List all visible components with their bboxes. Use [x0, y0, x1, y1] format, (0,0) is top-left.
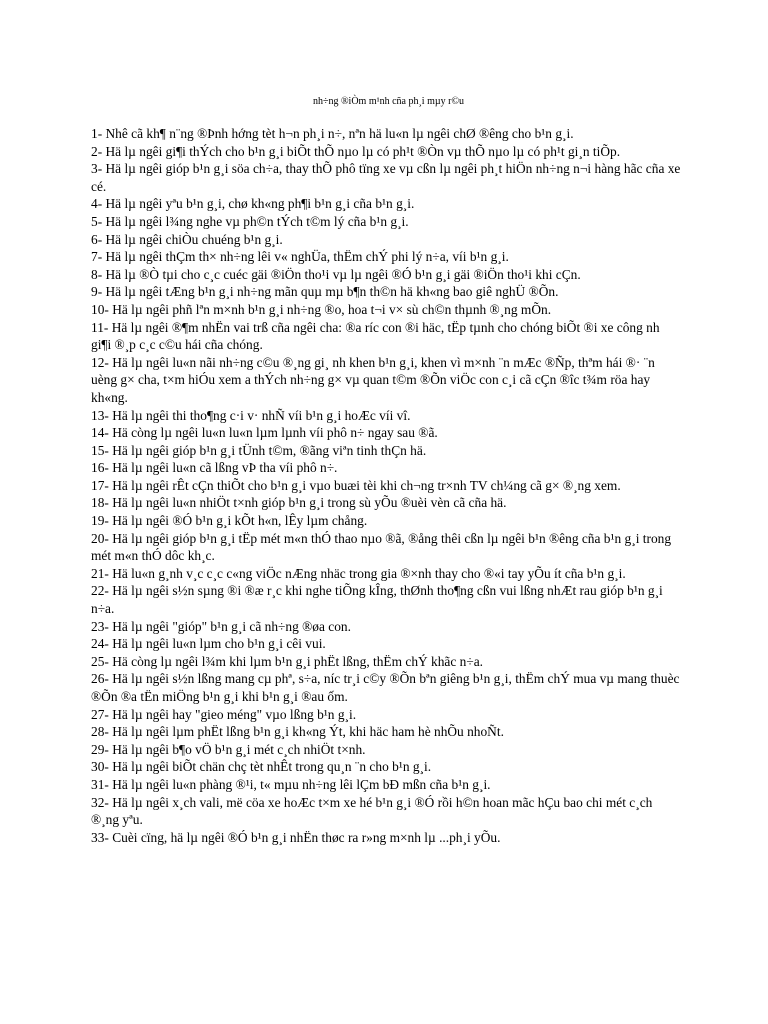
list-item: 15- Hä lµ ngêi gióp b¹n g¸i tÜnh t©m, ®ãng viªn tinh thÇn hä. — [91, 442, 427, 458]
list-item: 1- Nhê cã kh¶ n¨ng ®Þnh hớng tèt h¬n ph¸i n÷, nªn hä lu«n lµ ngêi chØ ®êng cho b¹n g¸i. — [91, 126, 574, 141]
list-item: 12- Hä lµ ngêi lu«n nãi nh÷ng c©u ®¸ng gi¸ nh khen b¹n g¸i, khen vì m×nh ¨n mÆc ®Ñp, thªm hái ®· ¨n uèng g× cha, t×m hiÓu xem a thÝch nh÷ng g× vµ quan t©m ®Õn viÖc con c¸i cã cÇn ®îc t¾m röa hay kh«ng. — [91, 354, 655, 405]
list-item: 32- Hä lµ ngêi x¸ch vali, më cöa xe hoÆc t×m xe hé b¹n g¸i ®Ó rồi h©n hoan mãc hÇu bao chi mét c¸ch ®¸ng yªu. — [91, 794, 653, 828]
list-item: 25- Hä còng lµ ngêi l¾m khi lµm b¹n g¸i phËt lßng, thËm chÝ khãc n÷a. — [91, 653, 483, 669]
list-item: 21- Hä lu«n g¸nh v¸c c¸c c«ng viÖc nÆng nhäc trong gia ®×nh thay cho ®«i tay yÕu ít cña b¹n g¸i. — [91, 565, 626, 581]
list-item: 31- Hä lµ ngêi lu«n phàng ®¹i, t« mµu nh÷ng lêi lÇm bÐ mßn cña b¹n g¸i. — [91, 776, 491, 792]
list-item: 4- Hä lµ ngêi yªu b¹n g¸i, chø kh«ng ph¶i b¹n g¸i cña b¹n g¸i. — [91, 196, 415, 212]
list-item: 13- Hä lµ ngêi thi tho¶ng c·i v· nhÑ víi b¹n g¸i hoÆc víi vî. — [91, 407, 411, 423]
list-item: 2- Hä lµ ngêi gi¶i thÝch cho b¹n g¸i biÕt thÕ nµo lµ có ph¹t ®Òn vµ thÕ nµo lµ có ph¹t gi¸n tiÕp. — [91, 143, 621, 159]
list-item: 19- Hä lµ ngêi ®Ó b¹n g¸i kÕt h«n, lÊy lµm chång. — [91, 513, 368, 529]
list-item: 9- Hä lµ ngêi tÆng b¹n g¸i nh÷ng mãn quµ mµ b¶n th©n hä kh«ng bao giê nghÜ ®Õn. — [91, 284, 559, 300]
list-item: 3- Hä lµ ngêi gióp b¹n g¸i söa ch÷a, thay thÕ phô tïng xe vµ cßn lµ ngêi ph¸t hiÖn nh÷ng n¬i hàng hãc cña xe cé. — [91, 161, 681, 194]
list-item: 10- Hä lµ ngêi phñ lªn m×nh b¹n g¸i nh÷ng ®o, hoa t¬i v× sù ch©n thµnh ®¸ng mÕn. — [91, 301, 552, 317]
list-item: 33- Cuèi cïng, hä lµ ngêi ®Ó b¹n g¸i nhËn thøc ra r»ng m×nh lµ ...ph¸i yÕu. — [91, 829, 501, 845]
list-item: 11- Hä lµ ngêi ®¶m nhËn vai trß cña ngêi cha: ®a ríc con ®i häc, tËp tµnh cho chóng biÕt ®i xe công nh gi¶i ®¸p c¸c c©u hái cña chóng. — [91, 319, 660, 353]
list-item: 26- Hä lµ ngêi s½n lßng mang cµ phª, s÷a, níc tr¸i c©y ®Õn bªn giêng b¹n g¸i, thËm chÝ mua vµ mang thuèc ®Õn ®a tËn miÖng b¹n g¸i khi b¹n g¸i ®au ốm. — [91, 671, 680, 704]
document-title: nh÷ng ®iÒm m¹nh cña ph¸i mµy r©u — [312, 96, 465, 107]
list-item: 29- Hä lµ ngêi b¶o vÖ b¹n g¸i mét c¸ch nhiÖt t×nh. — [91, 741, 366, 757]
list-item: 16- Hä lµ ngêi lu«n cã lßng vÞ tha víi phô n÷. — [91, 460, 338, 476]
list-item: 30- Hä lµ ngêi biÕt chän chç tèt nhÊt trong qu¸n ¨n cho b¹n g¸i. — [91, 759, 432, 775]
list-item: 20- Hä lµ ngêi gióp b¹n g¸i tËp mét m«n thÓ thao nµo ®ã, ®ång thêi cßn lµ ngêi b¹n ®êng cña b¹n g¸i trong mét m«n thÓ dôc kh¸c. — [91, 530, 672, 564]
list-item: 27- Hä lµ ngêi hay "gieo méng" vµo lßng b¹n g¸i. — [91, 706, 357, 722]
list-item: 28- Hä lµ ngêi lµm phËt lßng b¹n g¸i kh«ng Ýt, khi häc ham hè nhÕu nhoÑt. — [91, 724, 504, 740]
list-item: 14- Hä còng lµ ngêi lu«n lu«n lµm lµnh víi phô n÷ ngay sau ®ã. — [91, 425, 438, 441]
list-item: 5- Hä lµ ngêi l¾ng nghe vµ ph©n tÝch t©m lý cña b¹n g¸i. — [91, 213, 409, 229]
list-item: 8- Hä lµ ®Ò tµi cho c¸c cuéc gäi ®iÖn tho¹i vµ lµ ngêi ®Ó b¹n g¸i gäi ®iÖn tho¹i khi cÇn. — [91, 266, 581, 282]
list-item: 23- Hä lµ ngêi "gióp" b¹n g¸i cã nh÷ng ®øa con. — [91, 618, 351, 634]
list-item: 17- Hä lµ ngêi rÊt cÇn thiÕt cho b¹n g¸i vµo buæi tèi khi ch¬ng tr×nh TV ch¼ng cã g× ®¸ng xem. — [91, 477, 621, 493]
strengths-list — [91, 125, 682, 846]
list-item: 18- Hä lµ ngêi lu«n nhiÖt t×nh gióp b¹n g¸i trong sù yÕu ®uèi vèn cã cña hä. — [91, 495, 507, 511]
list-item: 24- Hä lµ ngêi lu«n lµm cho b¹n g¸i cêi vui. — [91, 636, 326, 652]
list-item: 22- Hä lµ ngêi s½n sµng ®i ®æ r¸c khi nghe tiÕng kÎng, thØnh tho¶ng cßn vui lßng nhÆt rau gióp b¹n g¸i n÷a. — [91, 583, 663, 617]
list-item: 7- Hä lµ ngêi thÇm th× nh÷ng lêi v« nghÜa, thËm chÝ phi lý n÷a, víi b¹n g¸i. — [91, 249, 509, 265]
list-item: 6- Hä lµ ngêi chiÒu chuéng b¹n g¸i. — [91, 231, 283, 247]
